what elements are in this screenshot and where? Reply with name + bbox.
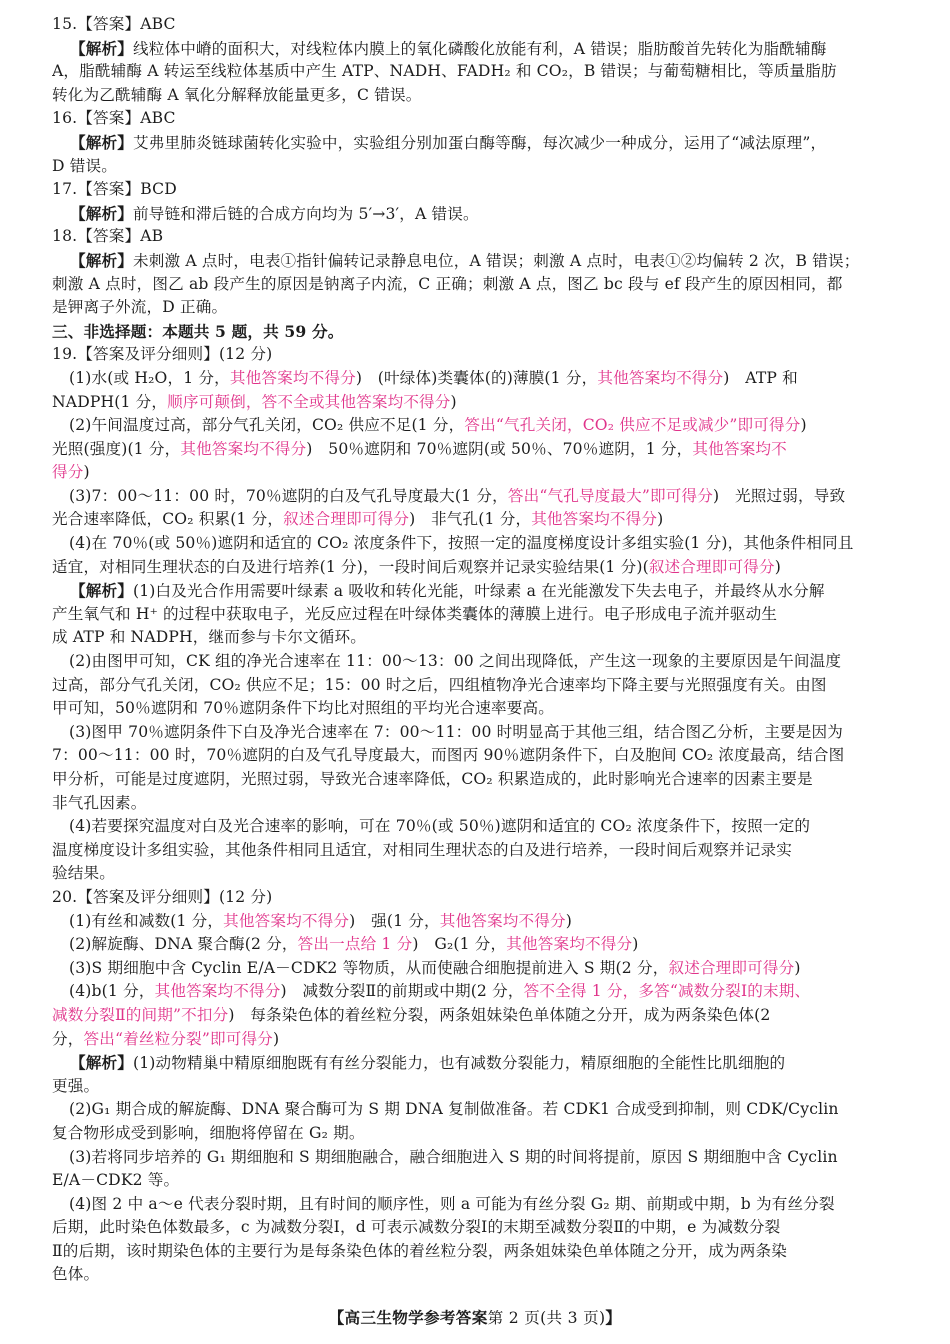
text-line	[52, 485, 914, 509]
text-segment: 更强。	[52, 1076, 100, 1095]
text-line	[52, 296, 914, 320]
text-segment: Ⅱ的后期，该时期染色体的主要行为是每条染色体的着丝粒分裂，两条姐妹染色单体随之分开，成为两条染	[52, 1241, 787, 1260]
text-segment: 转化为乙酰辅酶 A 氧化分解释放能量更多，C 错误。	[52, 85, 422, 104]
text-segment: 验结果。	[52, 864, 115, 883]
text-segment: )	[657, 510, 664, 529]
text-line	[52, 721, 914, 745]
analysis-label: 【解析】	[70, 203, 133, 223]
footer-close: 】	[605, 1308, 622, 1327]
grading-note: 其他答案均不得分	[223, 911, 350, 930]
footer-title: 【高三生物学参考答案	[328, 1308, 488, 1327]
text-line	[52, 438, 914, 462]
text-line	[52, 1216, 914, 1240]
analysis-label: 【解析】	[70, 1053, 133, 1073]
text-line	[52, 1146, 914, 1170]
text-segment: (1)有丝和减数(1 分，	[69, 911, 224, 930]
text-segment: (2)G₁ 期合成的解旋酶、DNA 聚合酶可为 S 期 DNA 复制做准备。若 CDK1 合成受到抑制，则 CDK/Cyclin	[69, 1100, 839, 1119]
grading-note: 顺序可颠倒，答不全或其他答案均不得分	[167, 392, 451, 411]
text-segment: (3)7：00～11：00 时，70％遮阴的白及气孔导度最大(1 分，	[69, 486, 508, 505]
text-line	[52, 768, 914, 792]
grading-note: 减数分裂Ⅱ的间期”不扣分	[52, 1005, 229, 1024]
text-segment: )	[450, 392, 457, 411]
text-segment: NADPH(1 分，	[52, 392, 168, 411]
text-segment: )	[83, 463, 90, 482]
text-line	[52, 532, 914, 556]
grading-note: 答出“着丝粒分裂”即可得分	[83, 1029, 273, 1048]
text-segment: ) (叶绿体)类囊体(的)薄膜(1 分，	[355, 368, 598, 387]
grading-note: 其他答案均不得分	[439, 911, 566, 930]
text-segment: 适宜，对相同生理状态的白及进行培养(1 分)，一段时间后观察并记录实验结果(1 分)(	[52, 557, 649, 576]
text-segment: 18.【答案】	[52, 227, 141, 246]
grading-note: 其他答案均不得分	[506, 935, 633, 954]
text-segment: ) 光照过弱，导致	[713, 486, 846, 505]
text-segment: 色体。	[52, 1265, 100, 1284]
footer-page-number: 第 2 页(共 3 页)	[487, 1309, 606, 1327]
text-segment: 后期，此时染色体数最多，c 为减数分裂Ⅰ，d 可表示减数分裂Ⅰ的末期至减数分裂Ⅱ的中期，e 为减数分裂	[52, 1218, 781, 1237]
grading-note: 答出“气孔导度最大”即可得分	[507, 486, 714, 505]
page-footer	[0, 1306, 950, 1331]
text-line	[52, 1193, 914, 1217]
grading-note: 得分	[52, 463, 84, 482]
text-line	[52, 815, 914, 839]
text-line	[52, 1051, 914, 1075]
text-line	[52, 1098, 914, 1122]
grading-note: 叙述合理即可得分	[668, 958, 795, 977]
text-segment: ) 强(1 分，	[349, 911, 440, 930]
grading-note: 其他答案均不得分	[597, 368, 724, 387]
grading-note: 其他答案均不	[692, 439, 787, 458]
text-line	[52, 579, 914, 603]
grading-note: 其他答案均不得分	[180, 439, 307, 458]
question-heading	[52, 107, 914, 131]
text-line	[52, 202, 914, 226]
grading-note: 其他答案均不得分	[154, 982, 281, 1001]
text-line	[52, 60, 914, 84]
question-heading	[52, 886, 914, 910]
text-line	[52, 367, 914, 391]
text-segment: )	[794, 958, 801, 977]
text-segment: 三、非选择题：本题共 5 题，共 59 分。	[52, 321, 344, 341]
text-line	[52, 273, 914, 297]
text-line	[52, 744, 914, 768]
grading-note: 答不全得 1 分，多答“减数分裂Ⅰ的末期、	[523, 982, 811, 1001]
text-line	[52, 626, 914, 650]
text-line	[52, 556, 914, 580]
grading-note: 叙述合理即可得分	[283, 510, 410, 529]
text-segment: 未刺激 A 点时，电表①指针偏转记录静息电位，A 错误；刺激 A 点时，电表①②均偏转 2 次，B 错误；	[132, 251, 860, 270]
text-line	[52, 155, 914, 179]
text-segment: 非气孔因素。	[52, 793, 147, 812]
analysis-label: 【解析】	[70, 581, 133, 601]
text-line	[52, 1169, 914, 1193]
text-segment: ABC	[140, 109, 176, 128]
text-segment: ) 非气孔(1 分，	[409, 510, 532, 529]
text-segment: 艾弗里肺炎链球菌转化实验中，实验组分别加蛋白酶等酶，每次减少一种成分，运用了“减法原理”，	[132, 133, 827, 152]
text-line	[52, 391, 914, 415]
text-segment: (12 分)	[218, 887, 273, 906]
text-line	[52, 792, 914, 816]
text-line	[52, 933, 914, 957]
text-segment: 复合物形成受到影响，细胞将停留在 G₂ 期。	[52, 1123, 365, 1142]
text-segment: )	[774, 557, 781, 576]
text-line	[52, 674, 914, 698]
text-line	[52, 650, 914, 674]
text-line	[52, 1075, 914, 1099]
text-segment: (1)动物精巢中精原细胞既有有丝分裂能力，也有减数分裂能力，精原细胞的全能性比肌细胞的	[132, 1054, 786, 1073]
text-line	[52, 1004, 914, 1028]
text-segment: D 错误。	[52, 156, 117, 175]
text-segment: ) G₂(1 分，	[412, 935, 507, 954]
text-segment: )	[272, 1029, 280, 1048]
text-line	[52, 414, 914, 438]
grading-note: 叙述合理即可得分	[648, 557, 775, 576]
text-segment: 温度梯度设计多组实验，其他条件相同且适宜，对相同生理状态的白及进行培养，一段时间后观察并记录实	[52, 840, 792, 859]
text-segment: 是钾离子外流，D 正确。	[52, 298, 228, 317]
text-segment: (4)在 70％(或 50％)遮阴和适宜的 CO₂ 浓度条件下，按照一定的温度梯度设计多组实验(1 分)，其他条件相同且	[69, 534, 854, 553]
text-segment: 线粒体中嵴的面积大，对线粒体内膜上的氧化磷酸化放能有利，A 错误；脂肪酸首先转化为脂酰辅酶	[132, 39, 827, 58]
text-segment: 产生氧气和 H⁺ 的过程中获取电子，光反应过程在叶绿体类囊体的薄膜上进行。电子形成电子流并驱动生	[52, 604, 778, 623]
section-heading	[52, 320, 914, 344]
grading-note: 答出“气孔关闭，CO₂ 供应不足或减少”即可得分	[464, 416, 801, 435]
text-line	[52, 1263, 914, 1287]
text-segment: ) 减数分裂Ⅱ的前期或中期(2 分，	[280, 982, 524, 1001]
grading-note: 其他答案均不得分	[531, 510, 658, 529]
text-segment: (2)解旋酶、DNA 聚合酶(2 分，	[69, 935, 298, 954]
text-line	[52, 1240, 914, 1264]
question-heading	[52, 225, 914, 249]
text-line	[52, 839, 914, 863]
text-segment: A，脂酰辅酶 A 转运至线粒体基质中产生 ATP、NADH、FADH₂ 和 CO₂，B 错误；与葡萄糖相比，等质量脂肪	[52, 62, 837, 81]
text-segment: 过高，部分气孔关闭，CO₂ 供应不足；15：00 时之后，四组植物净光合速率均下降主要与光照强度有关。由图	[52, 675, 827, 694]
text-line	[52, 249, 914, 273]
text-line	[52, 910, 914, 934]
analysis-label: 【解析】	[70, 38, 133, 58]
grading-note: 答出一点给 1 分	[297, 935, 413, 954]
text-segment: BCD	[140, 180, 177, 199]
text-segment: 7：00～11：00 时，70％遮阴的白及气孔导度最大，而图丙 90％遮阴条件下，白及胞间 CO₂ 浓度最高，结合图	[52, 746, 845, 765]
text-segment: ABC	[140, 15, 176, 33]
text-segment: 15.【答案】	[52, 15, 141, 33]
text-segment: (12 分)	[218, 345, 273, 364]
text-segment: )	[565, 911, 572, 930]
text-line	[52, 862, 914, 886]
text-segment: E/A－CDK2 等。	[52, 1171, 180, 1190]
text-line	[52, 697, 914, 721]
text-segment: )	[800, 416, 807, 435]
text-segment: AB	[140, 227, 164, 246]
text-segment: 刺激 A 点时，图乙 ab 段产生的原因是钠离子内流，C 正确；刺激 A 点，图乙 bc 段与 ef 段产生的原因相同，都	[52, 274, 843, 293]
text-segment: 19.【答案及评分细则】	[52, 345, 219, 364]
analysis-label: 【解析】	[70, 132, 133, 152]
text-line	[52, 508, 914, 532]
text-segment: (3)若将同步培养的 G₁ 期细胞和 S 期细胞融合，融合细胞进入 S 期的时间将提前，原因 S 期细胞中含 Cyclin	[69, 1147, 838, 1166]
text-line	[52, 603, 914, 627]
text-segment: 17.【答案】	[52, 180, 141, 199]
text-segment: 16.【答案】	[52, 109, 141, 128]
text-segment: 成 ATP 和 NADPH，继而参与卡尔文循环。	[52, 628, 366, 647]
text-line	[52, 84, 914, 108]
text-line	[52, 461, 914, 485]
text-segment: (3)图甲 70％遮阴条件下白及净光合速率在 7：00～11：00 时明显高于其他三组，结合图乙分析，主要是因为	[69, 722, 843, 741]
question-heading	[52, 178, 914, 202]
text-segment: ) 每条染色体的着丝粒分裂，两条姐妹染色单体随之分开，成为两条染色体(2	[228, 1005, 771, 1024]
text-segment: 甲分析，可能是过度遮阴，光照过弱，导致光合速率降低，CO₂ 积累造成的，此时影响光合速率的因素主要是	[52, 770, 813, 788]
analysis-label: 【解析】	[70, 250, 133, 270]
text-segment: 光照(强度)(1 分，	[52, 439, 181, 458]
text-segment: )	[632, 935, 639, 954]
text-segment: (2)由图甲可知，CK 组的净光合速率在 11：00～13：00 之间出现降低，产生这一现象的主要原因是午间温度	[69, 652, 842, 671]
text-segment: 甲可知，50％遮阴和 70％遮阴条件下均比对照组的平均光合速率要高。	[52, 699, 554, 718]
answer-content	[52, 13, 914, 1287]
text-line	[52, 957, 914, 981]
text-line	[52, 131, 914, 155]
text-segment: (4)图 2 中 a～e 代表分裂时期，且有时间的顺序性，则 a 可能为有丝分裂 G₂ 期、前期或中期，b 为有丝分裂	[69, 1194, 835, 1213]
text-segment: (3)S 期细胞中含 Cyclin E/A－CDK2 等物质，从而使融合细胞提前进入 S 期(2 分，	[69, 958, 669, 977]
text-segment: ) 50％遮阴和 70％遮阴(或 50％、70％遮阴，1 分，	[306, 439, 693, 458]
text-segment: (2)午间温度过高，部分气孔关闭，CO₂ 供应不足(1 分，	[69, 416, 465, 435]
grading-note: 其他答案均不得分	[229, 368, 356, 387]
question-heading	[52, 343, 914, 367]
text-line	[52, 37, 914, 61]
text-line	[52, 1122, 914, 1146]
text-segment: (4)b(1 分，	[69, 982, 155, 1001]
text-line	[52, 1028, 914, 1052]
text-segment: 光合速率降低，CO₂ 积累(1 分，	[52, 510, 284, 529]
text-segment: (1)白及光合作用需要叶绿素 a 吸收和转化光能，叶绿素 a 在光能激发下失去电子，并最终从水分解	[132, 582, 825, 601]
text-segment: 分，	[52, 1029, 84, 1048]
text-line	[52, 980, 914, 1004]
text-segment: 前导链和滞后链的合成方向均为 5′→3′，A 错误。	[132, 204, 479, 223]
text-segment: (1)水(或 H₂O，1 分，	[69, 368, 230, 387]
question-heading	[52, 13, 914, 37]
text-segment: ) ATP 和	[723, 368, 798, 387]
text-segment: (4)若要探究温度对白及光合速率的影响，可在 70％(或 50％)遮阴和适宜的 CO₂ 浓度条件下，按照一定的	[69, 817, 811, 836]
text-segment: 20.【答案及评分细则】	[52, 887, 219, 906]
